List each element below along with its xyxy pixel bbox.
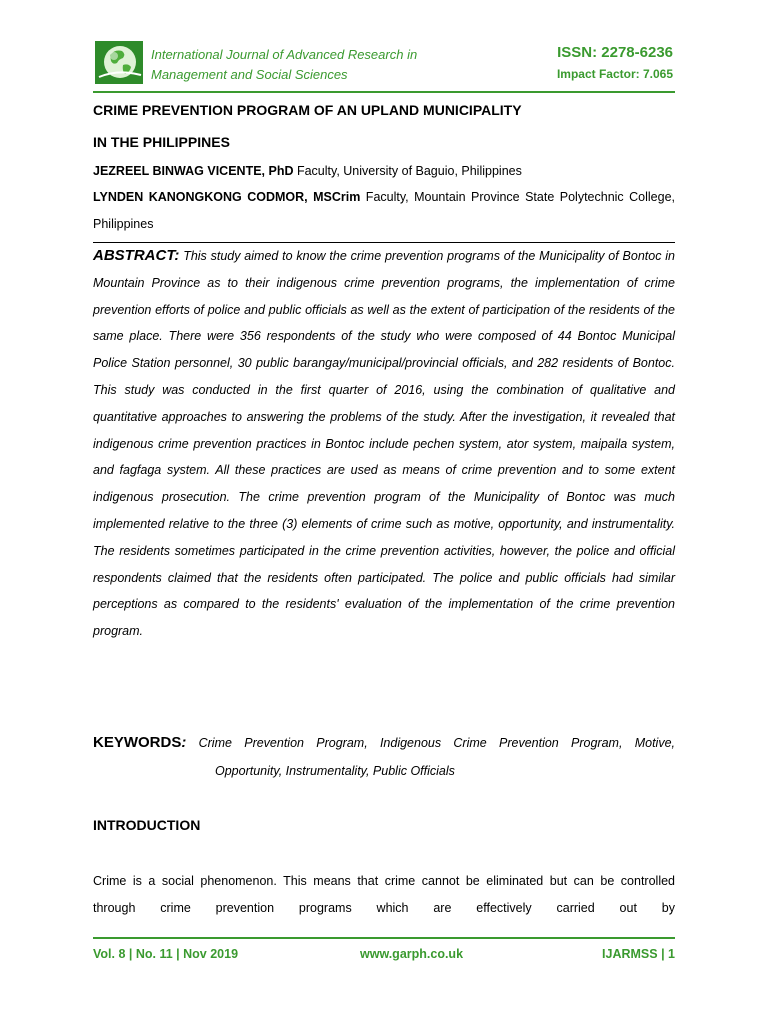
- page-footer: [93, 944, 675, 964]
- journal-name-line1: International Journal of Advanced Research in: [151, 47, 418, 62]
- author-1: [93, 158, 675, 185]
- footer-volume-issue: Vol. 8 | No. 11 | Nov 2019: [93, 947, 239, 961]
- author-2: [93, 184, 675, 238]
- journal-name-line2: Management and Social Sciences: [151, 67, 348, 82]
- abstract: [93, 243, 675, 645]
- author-1-name: JEZREEL BINWAG VICENTE, PhD: [93, 164, 294, 178]
- paper-title-line2: IN THE PHILIPPINES: [93, 134, 230, 150]
- author-2-affiliation: Faculty, Mountain Province State Polytechnic College, Philippines: [93, 190, 675, 231]
- introduction-heading: INTRODUCTION: [93, 817, 201, 833]
- footer-page-number: IJARMSS | 1: [602, 947, 675, 961]
- footer-website-link[interactable]: www.garph.co.uk: [360, 947, 464, 961]
- author-2-name: LYNDEN KANONGKONG CODMOR, MSCrim: [93, 190, 361, 204]
- paper-title-line1: CRIME PREVENTION PROGRAM OF AN UPLAND MUNICIPALITY: [93, 102, 522, 118]
- keywords-colon: :: [181, 734, 187, 751]
- journal-name: [151, 45, 417, 85]
- keywords-label: KEYWORDS: [93, 734, 182, 751]
- abstract-text: This study aimed to know the crime prevention programs of the Municipality of Bontoc in Mountain Province as to their indigenous crime prevention programs, the implementation of crime prevention efforts of police and public officials as well as the extent of participation of the residents of the same place. There were 356 respondents of the study who were composed of 44 Bontoc Municipal Police Station personnel, 30 public barangay/municipal/provincial officials, and 282 residents of Bontoc. This study was conducted in the first quarter of 2016, using the combination of qualitative and quantitative approaches to answering the problems of the study. After the investigation, it revealed that indigenous crime prevention practices in Bontoc include pechen system, ator system, maipaila system, and fagfaga system. All these practices are used as means of crime prevention and to some extent indigenous prosecution. The crime prevention program of the Municipality of Bontoc was much implemented relative to the three (3) elements of crime such as motive, opportunity, and instrumentality. The residents sometimes participated in the crime prevention activities, however, the police and official respondents claimed that the residents often participated. The police and public officials had similar perceptions as compared to the residents' evaluation of the implementation of the crime prevention program.: [93, 249, 675, 639]
- author-1-affiliation: Faculty, University of Baguio, Philippines: [293, 164, 522, 178]
- globe-logo-icon: [95, 41, 143, 84]
- header-divider: [93, 91, 675, 93]
- impact-factor: Impact Factor: 7.065: [556, 67, 673, 81]
- footer-divider: [93, 937, 675, 939]
- keywords: [93, 729, 675, 785]
- keywords-text: Crime Prevention Program, Indigenous Crime Prevention Program, Motive, Opportunity, Instrumentality, Public Officials: [186, 736, 675, 778]
- introduction-text: Crime is a social phenomenon. This means that crime cannot be eliminated but can be controlled through crime prevention programs which are effectively carried out by: [93, 874, 675, 915]
- issn-number: ISSN: 2278-6236: [557, 44, 673, 61]
- abstract-label: ABSTRACT:: [93, 247, 180, 264]
